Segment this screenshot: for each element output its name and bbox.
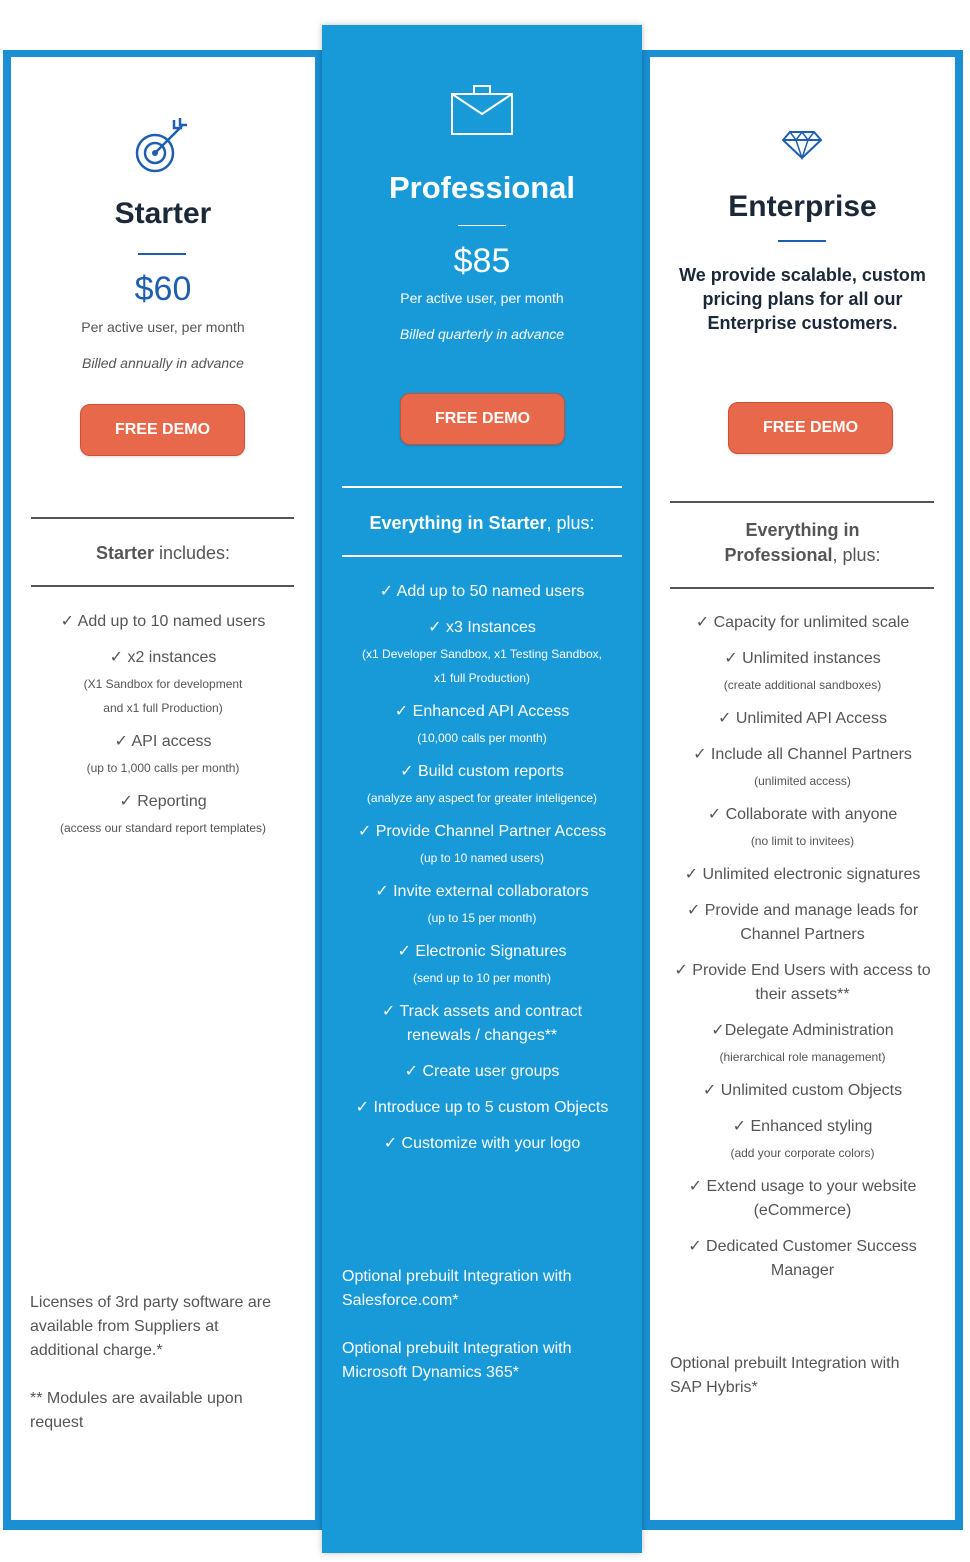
title-divider bbox=[778, 240, 826, 242]
feature-item: ✓ Include all Channel Partners bbox=[693, 746, 912, 763]
billing-note: Billed quarterly in advance bbox=[399, 326, 565, 342]
enterprise-card bbox=[650, 57, 955, 1520]
footer-text: Optional prebuilt Integration with bbox=[342, 1340, 572, 1357]
feature-item: ✓ Enhanced API Access bbox=[394, 703, 570, 720]
feature-item: ✓ Collaborate with anyone bbox=[707, 806, 898, 823]
includes-heading: Everything in Starter, plus: bbox=[369, 513, 595, 533]
section-divider bbox=[670, 587, 934, 589]
feature-note: (up to 1,000 calls per month) bbox=[86, 761, 240, 775]
feature-item-cont: renewals / changes** bbox=[406, 1027, 558, 1044]
feature-note: (hierarchical role management) bbox=[719, 1050, 886, 1064]
section-divider bbox=[31, 517, 294, 519]
feature-item: ✓ Capacity for unlimited scale bbox=[695, 614, 910, 631]
feature-note: (up to 15 per month) bbox=[427, 911, 537, 925]
feature-item: ✓ Invite external collaborators bbox=[375, 883, 589, 900]
feature-note: (add your corporate colors) bbox=[730, 1146, 875, 1160]
starter-card bbox=[11, 57, 315, 1520]
billing-note: Billed annually in advance bbox=[82, 355, 244, 371]
footer-text: available from Suppliers at bbox=[30, 1318, 219, 1335]
feature-item-cont: (eCommerce) bbox=[753, 1202, 852, 1219]
feature-item-cont: Manager bbox=[770, 1262, 835, 1279]
feature-item: ✓ Provide End Users with access to bbox=[674, 962, 931, 979]
feature-item: ✓ Create user groups bbox=[404, 1063, 560, 1080]
feature-item: ✓ Unlimited electronic signatures bbox=[684, 866, 921, 883]
footer-text: Optional prebuilt Integration with bbox=[342, 1268, 572, 1285]
feature-note: (unlimited access) bbox=[754, 774, 851, 788]
plan-price: $85 bbox=[453, 242, 511, 280]
section-divider bbox=[670, 501, 934, 503]
footer-text: Licenses of 3rd party software are bbox=[30, 1294, 272, 1311]
feature-note: (X1 Sandbox for development bbox=[83, 677, 243, 691]
feature-note: x1 full Production) bbox=[433, 671, 531, 685]
feature-item: ✓ Customize with your logo bbox=[383, 1135, 581, 1152]
footer-text: ** Modules are available upon bbox=[30, 1390, 243, 1407]
footer-text: additional charge.* bbox=[30, 1342, 163, 1359]
feature-item: ✓ Enhanced styling bbox=[732, 1118, 873, 1135]
briefcase-icon bbox=[450, 82, 514, 136]
enterprise-description: We provide scalable, custom pricing plans for all our Enterprise customers. bbox=[679, 265, 926, 333]
feature-item: ✓ Unlimited custom Objects bbox=[702, 1082, 903, 1099]
target-icon bbox=[130, 116, 192, 176]
feature-item-cont: Channel Partners bbox=[740, 926, 865, 943]
feature-item: ✓ Dedicated Customer Success bbox=[688, 1238, 917, 1255]
footer-text: Optional prebuilt Integration with bbox=[670, 1355, 900, 1372]
feature-note: (x1 Developer Sandbox, x1 Testing Sandbox, bbox=[362, 647, 602, 661]
feature-item: ✓ Add up to 10 named users bbox=[60, 613, 266, 630]
section-divider bbox=[342, 555, 622, 557]
free-demo-button[interactable]: FREE DEMO bbox=[400, 393, 565, 445]
feature-item: ✓ Add up to 50 named users bbox=[379, 583, 585, 600]
feature-note: (10,000 calls per month) bbox=[417, 731, 547, 745]
feature-item: ✓ x2 instances bbox=[109, 649, 217, 666]
footer-text: Microsoft Dynamics 365* bbox=[342, 1364, 519, 1381]
feature-note: (up to 10 named users) bbox=[419, 851, 545, 865]
free-demo-button[interactable]: FREE DEMO bbox=[728, 402, 893, 454]
feature-item: ✓ Reporting bbox=[119, 793, 207, 810]
feature-item: ✓ API access bbox=[114, 733, 212, 750]
includes-heading: Starter includes: bbox=[95, 543, 231, 563]
title-divider bbox=[138, 253, 186, 255]
price-unit: Per active user, per month bbox=[81, 319, 245, 335]
professional-card bbox=[322, 25, 642, 1553]
feature-item: ✓ Unlimited instances bbox=[724, 650, 881, 667]
section-divider bbox=[31, 585, 294, 587]
feature-item: ✓ Provide Channel Partner Access bbox=[357, 823, 607, 840]
plan-title: Starter bbox=[114, 197, 212, 230]
feature-note: (create additional sandboxes) bbox=[723, 678, 882, 692]
price-unit: Per active user, per month bbox=[400, 290, 564, 306]
footer-text: SAP Hybris* bbox=[670, 1379, 758, 1396]
footer-text: Salesforce.com* bbox=[342, 1292, 459, 1309]
free-demo-button[interactable]: FREE DEMO bbox=[80, 404, 245, 456]
includes-heading: Everything in Professional, plus: bbox=[724, 520, 881, 565]
plan-title: Professional bbox=[388, 170, 576, 205]
feature-note: (no limit to invitees) bbox=[750, 834, 855, 848]
feature-item: ✓ x3 Instances bbox=[428, 619, 536, 636]
plan-title: Enterprise bbox=[728, 190, 877, 223]
feature-note: (analyze any aspect for greater inteligence) bbox=[366, 791, 598, 805]
title-divider bbox=[458, 225, 506, 226]
feature-item: ✓ Provide and manage leads for bbox=[686, 902, 919, 919]
feature-item: ✓ Track assets and contract bbox=[381, 1003, 583, 1020]
feature-item-cont: their assets** bbox=[755, 986, 850, 1003]
plan-price: $60 bbox=[134, 270, 192, 308]
feature-note: (access our standard report templates) bbox=[59, 821, 267, 835]
feature-item: ✓ Build custom reports bbox=[400, 763, 564, 780]
feature-item: ✓Delegate Administration bbox=[711, 1022, 894, 1039]
feature-note: (send up to 10 per month) bbox=[412, 971, 552, 985]
section-divider bbox=[342, 486, 622, 488]
feature-item: ✓ Electronic Signatures bbox=[397, 943, 567, 960]
feature-item: ✓ Introduce up to 5 custom Objects bbox=[355, 1099, 609, 1116]
feature-note: and x1 full Production) bbox=[103, 701, 223, 715]
diamond-icon bbox=[781, 130, 823, 160]
feature-item: ✓ Unlimited API Access bbox=[717, 710, 888, 727]
feature-item: ✓ Extend usage to your website bbox=[688, 1178, 917, 1195]
footer-text: request bbox=[30, 1414, 84, 1431]
